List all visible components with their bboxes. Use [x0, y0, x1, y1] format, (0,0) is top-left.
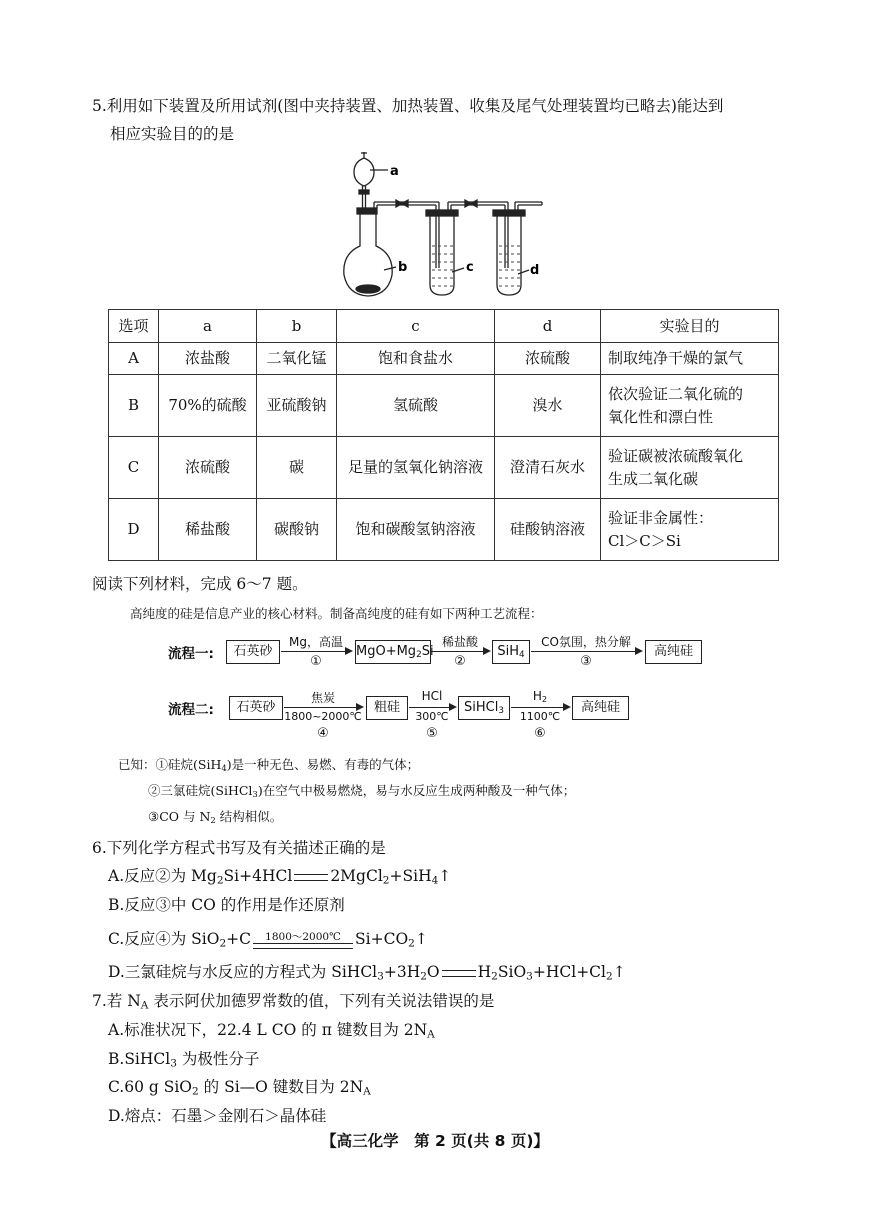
- table-row: [109, 375, 779, 437]
- table-cell: 硅酸钠溶液: [495, 499, 601, 561]
- flow2-box-quartz: 石英砂: [229, 696, 283, 720]
- flow1-arrow2-bottom: ②: [454, 654, 466, 669]
- subscript: 2: [219, 937, 227, 950]
- condition-arrow: [253, 931, 353, 949]
- flow2-arrow2: [409, 707, 455, 708]
- flow2-arrow3-top-text: H: [532, 689, 542, 703]
- flow1-arrow3: [531, 651, 641, 652]
- q7-b-text: 为极性分子: [176, 1050, 260, 1068]
- table-cell: 浓盐酸: [159, 343, 257, 375]
- table-row: [109, 499, 779, 561]
- q6-option-d: [108, 962, 626, 982]
- table-cell: 浓硫酸: [495, 343, 601, 375]
- table-cell: 70%的硫酸: [159, 375, 257, 437]
- gas-arrow: ↑: [612, 963, 626, 981]
- q5-stem-line2: 相应实验目的的是: [110, 125, 235, 143]
- table-row: [109, 437, 779, 499]
- goal-line: 氧化性和漂白性: [608, 407, 714, 426]
- q6-stem: 6.下列化学方程式书写及有关描述正确的是: [92, 839, 386, 857]
- subscript: 2: [408, 937, 415, 950]
- q7-stem-text: 7.若 N: [92, 992, 141, 1010]
- goal-line: 验证碳被浓硫酸氧化: [608, 446, 744, 465]
- q6-d-text: +HCl+Cl: [532, 963, 607, 981]
- flow2-arrow2-bottom: ⑤: [426, 726, 438, 741]
- flow1-arrow1-top: Mg，高温: [289, 635, 343, 649]
- table-header-cell: d: [495, 310, 601, 343]
- table-cell: 亚硫酸钠: [257, 375, 337, 437]
- table-header-cell: 实验目的: [601, 310, 779, 343]
- material-intro: 阅读下列材料，完成 6～7 题。: [92, 575, 308, 593]
- flow2-arrow2-top: HCl: [421, 689, 443, 703]
- known-text: )在空气中极易燃烧，易与水反应生成两种酸及一种气体；: [257, 783, 576, 798]
- flow1-box-highsi: 高纯硅: [645, 640, 702, 664]
- table-header-cell: b: [257, 310, 337, 343]
- subscript: 2: [606, 970, 613, 983]
- material-text: 高纯度的硅是信息产业的核心材料。制备高纯度的硅有如下两种工艺流程：: [130, 606, 543, 621]
- q6-c-text: +C: [226, 930, 252, 948]
- flow1-arrow1-bottom: ①: [310, 654, 322, 669]
- table-header-row: [109, 310, 779, 343]
- subscript: 3: [498, 706, 504, 717]
- subscript: 2: [216, 874, 224, 887]
- table-header-cell: a: [159, 310, 257, 343]
- q6-d-text: +3H: [383, 963, 421, 981]
- table-cell-option: B: [109, 375, 159, 437]
- table-cell: 足量的氢氧化钠溶液: [337, 437, 495, 499]
- flow2-box-highsi: 高纯硅: [572, 696, 629, 720]
- known-note-3: [148, 808, 282, 826]
- table-cell: 饱和食盐水: [337, 343, 495, 375]
- flow2-arrow1-bottom: ④: [317, 726, 329, 741]
- table-header-cell: 选项: [109, 310, 159, 343]
- flow2-arrow3-top: [510, 689, 570, 703]
- table-cell: 稀盐酸: [159, 499, 257, 561]
- subscript: 3: [526, 970, 533, 983]
- q6-d-text: SiO: [497, 963, 527, 981]
- q6-option-a: [108, 866, 451, 886]
- label-a: a: [390, 164, 399, 179]
- label-b: b: [398, 260, 408, 275]
- table-cell-goal: [601, 499, 779, 561]
- table-cell-option: D: [109, 499, 159, 561]
- flow2-arrow3-mid: 1100℃: [519, 710, 561, 723]
- subscript: 3: [170, 1057, 177, 1070]
- q6-c-text: Si+CO: [355, 930, 409, 948]
- table-cell: 饱和碳酸氢钠溶液: [337, 499, 495, 561]
- q6-c-text: C.反应④为 SiO: [108, 930, 220, 948]
- condition-text: 1800～2000℃: [265, 931, 341, 943]
- table-cell: 澄清石灰水: [495, 437, 601, 499]
- subscript: 3: [252, 790, 258, 801]
- known-note-1: [118, 756, 419, 774]
- label-d: d: [530, 263, 540, 278]
- subscript: 2: [541, 694, 548, 705]
- table-cell-goal: [601, 437, 779, 499]
- flow2-arrow1-top: 焦炭: [310, 691, 335, 705]
- goal-line: 依次验证二氧化硫的: [608, 384, 744, 403]
- flow1-box-sih4-text: SiH: [497, 644, 519, 659]
- q6-a-text: A.反应②为 Mg: [108, 867, 217, 885]
- table-cell: 氢硫酸: [337, 375, 495, 437]
- subscript: 2: [192, 1085, 199, 1098]
- subscript: A: [363, 1085, 371, 1098]
- q6-d-text: D.三氯硅烷与水反应的方程式为 SiHCl: [108, 963, 378, 981]
- flow1-box-quartz: 石英砂: [226, 640, 280, 664]
- flow1-box-sih4: [492, 640, 530, 664]
- q7-option-d: D.熔点：石墨＞金刚石＞晶体硅: [108, 1107, 327, 1125]
- q7-stem-text: 表示阿伏加德罗常数的值，下列有关说法错误的是: [148, 992, 495, 1010]
- q7-c-text: 的 Si—O 键数目为 2N: [198, 1078, 364, 1096]
- subscript: 4: [519, 650, 525, 661]
- q6-option-b: B.反应③中 CO 的作用是作还原剂: [108, 896, 345, 914]
- table-cell-goal: [601, 375, 779, 437]
- q6-a-text: Si+4HCl: [223, 867, 293, 885]
- subscript: 4: [431, 874, 439, 887]
- flow2-box-sihcl3-text: SiHCl: [464, 700, 499, 715]
- table-cell: 碳: [257, 437, 337, 499]
- q5-stem-line1: 5.利用如下装置及所用试剂(图中夹持装置、加热装置、收集及尾气处理装置均已略去)能达到: [92, 97, 724, 115]
- q6-a-text: 2MgCl: [330, 867, 383, 885]
- flow1-arrow2-top: 稀盐酸: [441, 635, 478, 649]
- table-cell-goal: [601, 343, 779, 375]
- equals-bar: [442, 970, 476, 977]
- table-cell: 溴水: [495, 375, 601, 437]
- subscript: A: [140, 999, 149, 1012]
- goal-line: Cl＞C＞Si: [608, 531, 681, 550]
- flow1-box-mgo-text: Si: [421, 644, 434, 659]
- flow2-box-crude-si: 粗硅: [366, 696, 408, 720]
- flow1-arrow3-top: CO氛围，热分解: [541, 635, 631, 649]
- flow1-box-mgo: [355, 640, 434, 664]
- flow1-arrow2: [431, 651, 489, 652]
- goal-line: 制取纯净干燥的氯气: [608, 349, 744, 367]
- table-cell: 浓硫酸: [159, 437, 257, 499]
- flow1-label: 流程一:: [168, 646, 214, 662]
- q6-a-text: +SiH: [389, 867, 432, 885]
- goal-line: 生成二氧化碳: [608, 469, 699, 488]
- goal-line: 验证非金属性：: [608, 508, 714, 527]
- table-row: [109, 343, 779, 375]
- known-note-2: [148, 782, 575, 800]
- gas-arrow: ↑: [438, 867, 452, 885]
- table-cell-option: A: [109, 343, 159, 375]
- q6-d-text: O: [426, 963, 440, 981]
- flow2-arrow3-bottom: ⑥: [534, 726, 546, 741]
- label-c: c: [466, 260, 474, 275]
- subscript: A: [427, 1028, 435, 1041]
- subscript: 3: [377, 970, 384, 983]
- options-table: [108, 309, 779, 561]
- known-text: 已知：①硅烷(SiH: [118, 757, 222, 772]
- q7-c-text: C.60 g SiO: [108, 1078, 193, 1096]
- flow2-box-sihcl3: [458, 696, 510, 720]
- equals-bar: [294, 874, 328, 881]
- subscript: 2: [491, 970, 498, 983]
- q7-a-text: A.标准状况下，22.4 L CO 的 π 键数目为 2N: [108, 1021, 428, 1039]
- flow2-arrow1: [284, 707, 362, 708]
- table-cell-option: C: [109, 437, 159, 499]
- flow2-arrow3: [511, 707, 569, 708]
- table-cell: 碳酸钠: [257, 499, 337, 561]
- flow1-arrow3-bottom: ③: [580, 654, 592, 669]
- q7-option-a: [108, 1020, 435, 1040]
- table-header-cell: c: [337, 310, 495, 343]
- flow2-arrow1-mid: 1800~2000℃: [284, 710, 362, 723]
- known-text: )是一种无色、易燃、有毒的气体；: [226, 757, 420, 772]
- flow1-arrow1: [281, 651, 351, 652]
- page-footer: 【高三化学 第 2 页(共 8 页)】: [321, 1132, 549, 1150]
- flow2-arrow2-mid: 300℃: [415, 710, 449, 723]
- q7-b-text: B.SiHCl: [108, 1050, 171, 1068]
- q7-option-b: [108, 1049, 259, 1069]
- gas-arrow: ↑: [414, 930, 428, 948]
- subscript: 2: [210, 816, 216, 827]
- subscript: 2: [416, 650, 422, 661]
- q6-option-c: [108, 926, 428, 952]
- subscript: 2: [382, 874, 390, 887]
- q7-option-c: [108, 1077, 371, 1097]
- table-cell: 二氧化锰: [257, 343, 337, 375]
- subscript: 2: [420, 970, 427, 983]
- equals-bar: [253, 943, 353, 949]
- flow2-label: 流程二:: [168, 702, 214, 718]
- subscript: 4: [221, 764, 227, 775]
- known-text: ③CO 与 N: [148, 809, 211, 824]
- q7-stem: [92, 991, 494, 1011]
- flow1-box-mgo-text: MgO+Mg: [356, 644, 417, 659]
- known-text: ②三氯硅烷(SiHCl: [148, 783, 253, 798]
- apparatus-diagram: [330, 150, 560, 305]
- q6-d-text: H: [477, 963, 492, 981]
- known-text: 结构相似。: [215, 809, 283, 824]
